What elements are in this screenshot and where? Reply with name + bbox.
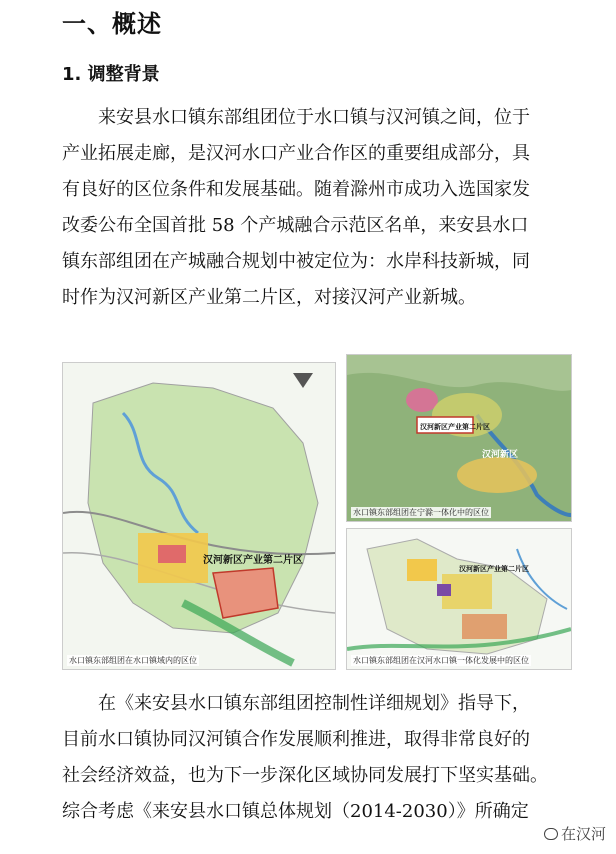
paragraph-line: 镇东部组团在产城融合规划中被定位为：水岸科技新城，同 [62,251,530,272]
integration-map-label: 汉河新区产业第二片区 [459,565,529,573]
map-figure-town-location [62,362,336,670]
paragraph-line: 在《来安县水口镇东部组团控制性详细规划》指导下， [98,693,530,714]
paragraph-background [62,100,576,316]
figure-caption: 水口镇东部组团在宁滁一体化中的区位 [353,508,489,517]
chat-bubble-icon [544,828,558,840]
paragraph-line: 时作为汉河新区产业第二片区，对接汉河产业新城。 [62,287,476,308]
map-figure-regional-location [346,354,572,522]
section-heading: 一、概述 [62,10,162,38]
paragraph-line: 社会经济效益，也为下一步深化区域协同发展打下坚实基础。 [62,765,548,786]
town-map-graphic [63,363,335,669]
town-map-label: 汉河新区产业第二片区 [203,555,303,566]
paragraph-line: 改委公布全国首批 58 个产城融合示范区名单，来安县水口 [62,215,529,236]
account-watermark [540,823,610,844]
paragraph-line: 有良好的区位条件和发展基础。随着滁州市成功入选国家发 [62,179,530,200]
paragraph-guidance [62,686,576,830]
regional-map-label-district: 汉河新区 [482,450,519,460]
regional-map-label-zone: 汉河新区产业第二片区 [420,423,490,431]
regional-map-graphic [347,355,571,521]
figure-caption: 水口镇东部组团在水口镇域内的区位 [69,656,197,665]
integration-map-graphic [347,529,571,669]
paragraph-line: 产业拓展走廊，是汉河水口产业合作区的重要组成部分，具 [62,143,530,164]
paragraph-line: 综合考虑《来安县水口镇总体规划（2014-2030）》所确定 [62,801,529,822]
paragraph-line: 目前水口镇协同汉河镇合作发展顺利推进，取得非常良好的 [62,729,530,750]
paragraph-line: 来安县水口镇东部组团位于水口镇与汉河镇之间，位于 [98,107,530,128]
subsection-heading: 1. 调整背景 [62,64,160,85]
watermark-text: 在汉河 [560,825,606,843]
map-figure-integration-location [346,528,572,670]
figure-caption: 水口镇东部组团在汉河水口镇一体化发展中的区位 [353,656,529,665]
